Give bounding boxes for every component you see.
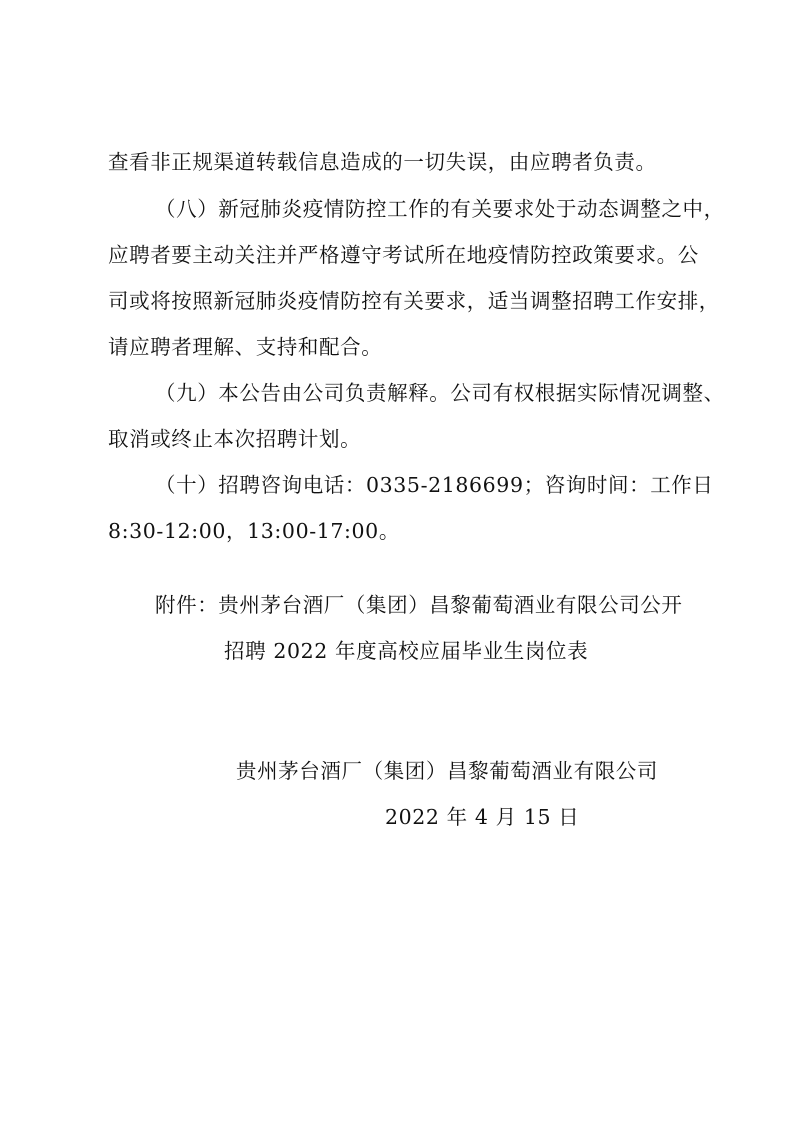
signature-organization: 贵州茅台酒厂（集团）昌黎葡萄酒业有限公司	[236, 759, 658, 783]
item-10-line-2: 8:30-12:00，13:00-17:00。	[108, 519, 400, 543]
signature-date: 2022 年 4 月 15 日	[385, 805, 580, 829]
attachment-line-1: 附件：贵州茅台酒厂（集团）昌黎葡萄酒业有限公司公开	[155, 593, 683, 617]
item-8-line-3: 司或将按照新冠肺炎疫情防控有关要求，适当调整招聘工作安排，	[108, 289, 720, 313]
item-8-line-1: （八）新冠肺炎疫情防控工作的有关要求处于动态调整之中，	[155, 197, 725, 221]
attachment-line-2: 招聘 2022 年度高校应届毕业生岗位表	[224, 639, 589, 663]
item-8-line-4: 请应聘者理解、支持和配合。	[108, 335, 383, 359]
item-10-line-1: （十）招聘咨询电话：0335-2186699；咨询时间：工作日	[155, 473, 714, 497]
continuation-paragraph: 查看非正规渠道转载信息造成的一切失误，由应聘者负责。	[108, 150, 657, 174]
item-9-line-1: （九）本公告由公司负责解释。公司有权根据实际情况调整、	[155, 381, 725, 405]
item-8-line-2: 应聘者要主动关注并严格遵守考试所在地疫情防控政策要求。公	[108, 243, 699, 267]
item-9-line-2: 取消或终止本次招聘计划。	[108, 427, 362, 451]
